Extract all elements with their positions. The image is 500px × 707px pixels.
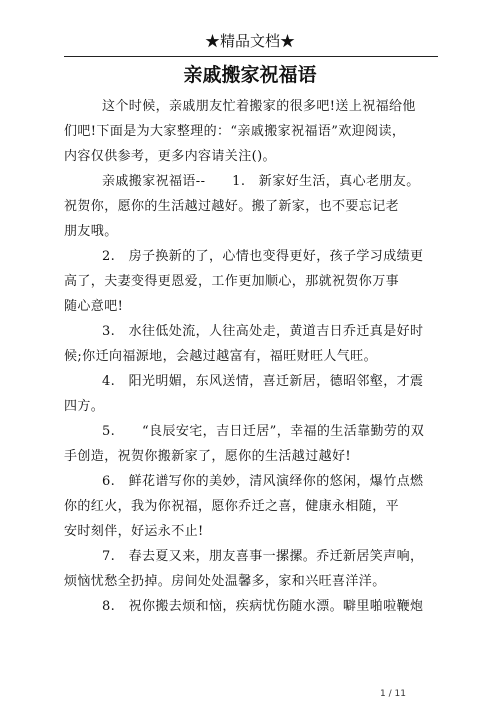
- text-line: 高了，夫妻变得更恩爱，工作更加顺心，那就祝贺你万事: [64, 274, 400, 289]
- text-line: 朋友哦。: [64, 224, 118, 239]
- page-header: ★精品文档★: [204, 32, 295, 50]
- text-line: 安时刻伴，好运永不止!: [64, 524, 204, 539]
- text-line: 7. 春去夏又来，朋友喜事一摞摞。乔迁新居笑声响，: [102, 549, 424, 564]
- document-body: [64, 94, 436, 619]
- text-line: 8. 祝你搬去烦和恼，疾病忧伤随水漂。噼里啪啦鞭炮: [102, 599, 424, 614]
- text-line: 手创造，祝贺你搬新家了，愿你的生活越过越好!: [64, 449, 352, 464]
- document-title: 亲戚搬家祝福语: [183, 64, 317, 86]
- text-line: 随心意吧!: [64, 299, 124, 314]
- text-line: 你的红火，我为你祝福，愿你乔迁之喜，健康永相随，平: [64, 499, 400, 514]
- text-line: 这个时候，亲戚朋友忙着搬家的很多吧!送上祝福给他: [102, 99, 416, 114]
- text-line: 3. 水往低处流，人往高处走，黄道吉日乔迁真是好时: [102, 324, 424, 339]
- text-line: 四方。: [64, 399, 105, 414]
- text-line: 内容仅供参考，更多内容请关注()。: [64, 149, 276, 164]
- text-line: 们吧!下面是为大家整理的：“亲戚搬家祝福语”欢迎阅读，: [64, 124, 406, 139]
- text-line: 候;你迁向福源地，会越过越富有，福旺财旺人气旺。: [64, 349, 377, 364]
- header-rule: [64, 56, 438, 57]
- text-line: 6. 鲜花谱写你的美妙，清风演绎你的悠闲，爆竹点燃: [102, 474, 424, 489]
- page-number: 1 / 11: [380, 689, 406, 699]
- text-line: 烦恼忧愁全扔掉。房间处处温馨多，家和兴旺喜洋洋。: [64, 574, 386, 589]
- text-line: 祝贺你，愿你的生活越过越好。搬了新家，也不要忘记老: [64, 199, 400, 214]
- text-line: 4. 阳光明媚，东风送情，喜迁新居，德昭邻壑，才震: [102, 374, 424, 389]
- text-line: 2. 房子换新的了，心情也变得更好，孩子学习成绩更: [102, 249, 424, 264]
- text-line: 亲戚搬家祝福语-- 1. 新家好生活，真心老朋友。: [102, 174, 420, 189]
- text-line: 5. “良辰安宅，吉日迁居”，幸福的生活靠勤劳的双: [102, 424, 425, 439]
